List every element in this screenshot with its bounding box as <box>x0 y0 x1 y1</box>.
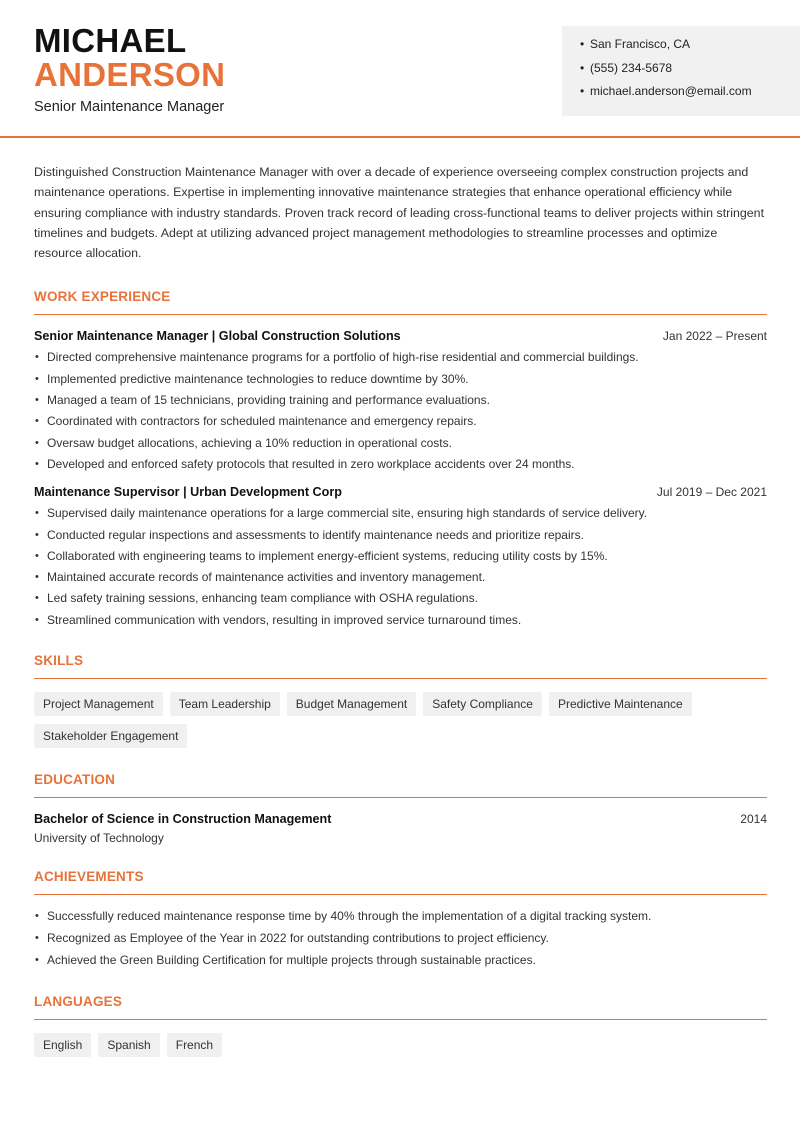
contact-phone <box>580 61 800 85</box>
job-bullets <box>34 347 767 475</box>
education-heading: EDUCATION <box>34 772 767 798</box>
list-item: • Coordinated with contractors for scheduled maintenance and emergency repairs. <box>34 411 767 432</box>
education-section <box>34 772 767 845</box>
education-school: University of Technology <box>34 831 164 846</box>
resume-body <box>34 162 767 1057</box>
job-bullets <box>34 503 767 631</box>
job-dates: Jan 2022 – Present <box>662 329 767 344</box>
bullet-icon: • <box>580 60 585 75</box>
skill-chip: Stakeholder Engagement <box>34 724 187 748</box>
bullet-icon: • <box>580 84 585 98</box>
bullet-icon: • <box>580 37 585 51</box>
skill-chip: Team Leadership <box>170 692 280 716</box>
list-item: • Oversaw budget allocations, achieving a 10% reduction in operational costs. <box>34 433 767 454</box>
achievements-section <box>34 869 767 971</box>
languages-list <box>34 1033 767 1057</box>
education-year: 2014 <box>740 812 767 827</box>
achievements-list <box>34 905 767 971</box>
job-entry <box>34 485 767 631</box>
languages-section <box>34 994 767 1057</box>
list-item: • Implemented predictive maintenance technologies to reduce downtime by 30%. <box>34 369 767 390</box>
list-item: • Developed and enforced safety protocols that resulted in zero workplace accidents over 24 months. <box>34 454 767 475</box>
skill-chip: Project Management <box>34 692 163 716</box>
skills-heading: SKILLS <box>34 653 767 679</box>
contact-email <box>580 84 800 108</box>
achievements-heading: ACHIEVEMENTS <box>34 869 767 895</box>
list-item: • Maintained accurate records of maintenance activities and inventory management. <box>34 567 767 588</box>
work-experience-section <box>34 289 767 631</box>
list-item: • Managed a team of 15 technicians, providing training and performance evaluations. <box>34 390 767 411</box>
list-item: • Conducted regular inspections and assessments to identify maintenance needs and prioritize repairs. <box>34 525 767 546</box>
resume-header <box>0 0 800 138</box>
list-item: • Streamlined communication with vendors, resulting in improved service turnaround times. <box>34 610 767 631</box>
languages-heading: LANGUAGES <box>34 994 767 1020</box>
contact-location <box>580 37 800 61</box>
language-chip: English <box>34 1033 91 1057</box>
last-name: ANDERSON <box>34 56 226 93</box>
list-item: • Directed comprehensive maintenance programs for a portfolio of high-rise residential and commercial buildings. <box>34 347 767 368</box>
first-name: MICHAEL <box>34 22 187 59</box>
list-item: • Supervised daily maintenance operations for a large commercial site, ensuring high standards of service delivery. <box>34 503 767 524</box>
contact-location-text: San Francisco, CA <box>590 37 691 51</box>
language-chip: Spanish <box>98 1033 159 1057</box>
list-item: • Recognized as Employee of the Year in 2022 for outstanding contributions to project efficiency. <box>34 927 767 949</box>
language-chip: French <box>167 1033 222 1057</box>
contact-box <box>562 26 800 116</box>
list-item: • Achieved the Green Building Certification for multiple projects through sustainable practices. <box>34 949 767 971</box>
list-item: • Successfully reduced maintenance response time by 40% through the implementation of a digital tracking system. <box>34 905 767 927</box>
work-experience-heading: WORK EXPERIENCE <box>34 289 767 315</box>
list-item: • Collaborated with engineering teams to implement energy-efficient systems, reducing utility costs by 15%. <box>34 546 767 567</box>
job-dates: Jul 2019 – Dec 2021 <box>656 485 767 500</box>
job-title: Senior Maintenance Manager <box>34 99 225 115</box>
skill-chip: Budget Management <box>287 692 416 716</box>
job-role: Senior Maintenance Manager | Global Construction Solutions <box>34 329 401 344</box>
summary: Distinguished Construction Maintenance Manager with over a decade of experience overseeing complex construction projects and maintenance operations. Expertise in implementing innovative maintenance strategies that enhance operational efficiency while ensuring compliance with industry standards. Proven track record of leading cross-functional teams to deliver projects within stringent timelines and budgets. Adept at utilizing advanced project management methodologies to streamline processes and optimize resource allocation. <box>34 165 765 261</box>
list-item: • Led safety training sessions, enhancing team compliance with OSHA regulations. <box>34 588 767 609</box>
skills-list <box>34 692 767 748</box>
contact-email-text[interactable]: michael.anderson@email.com <box>590 84 752 98</box>
contact-phone-text: (555) 234-5678 <box>590 60 673 75</box>
skills-section <box>34 653 767 748</box>
skill-chip: Predictive Maintenance <box>549 692 692 716</box>
job-entry <box>34 329 767 475</box>
skill-chip: Safety Compliance <box>423 692 542 716</box>
education-degree: Bachelor of Science in Construction Management <box>34 812 332 827</box>
job-role: Maintenance Supervisor | Urban Development Corp <box>34 485 342 500</box>
